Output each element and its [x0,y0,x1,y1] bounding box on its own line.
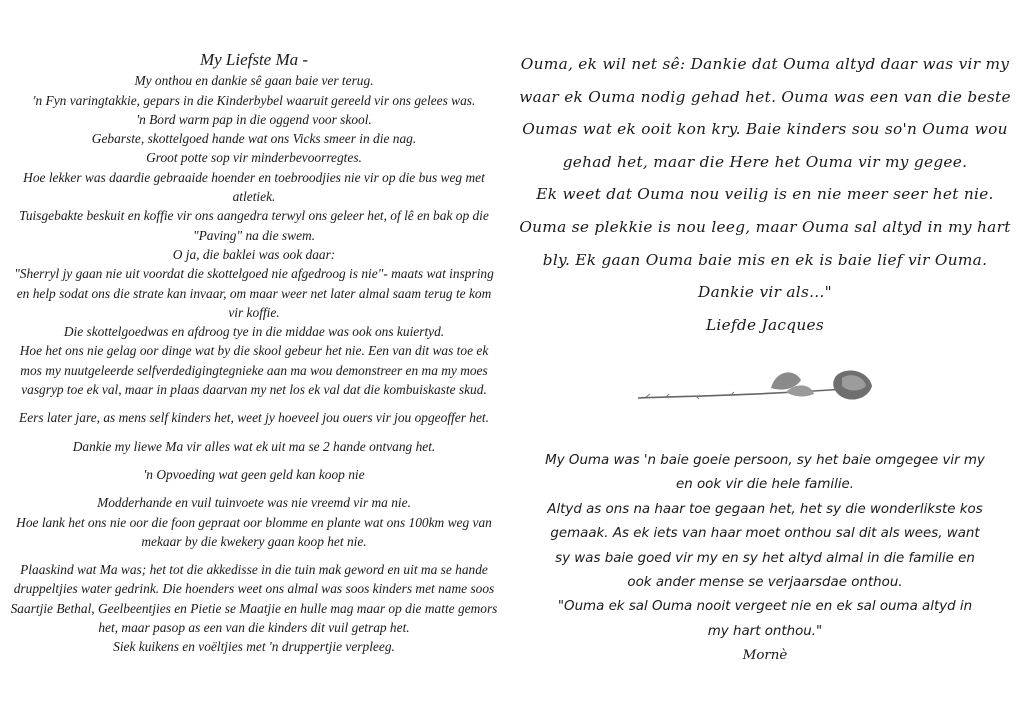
text-line: en ook vir die hele familie. [675,477,855,493]
text-line: Eers later jare, as mens self kinders het, weet jy hoeveel jou ouers vir jou opgeoffer het. [19,410,489,426]
signature-jacques: Liefde Jacques [705,315,825,334]
text-line: Ek weet dat Ouma nou veilig is en nie meer seer het nie. [536,185,994,204]
text-line: Dankie my liewe Ma vir alles wat ek uit ma se 2 hande ontvang het. [72,438,436,454]
text-line: my hart onthou." [707,623,823,639]
text-line: gehad het, maar die Here het Ouma vir my gegee. [562,152,968,171]
text-line: My Ouma was 'n baie goeie persoon, sy het baie omgegee vir my [545,453,985,468]
text-line: 'n Opvoeding wat geen geld kan koop nie [143,466,365,482]
text-line: Ouma se plekkie is nou leeg, maar Ouma sal altyd in my hart [519,217,1011,236]
text-line: Gebarste, skottelgoed hande wat ons Vicks smeer in die nag. [91,131,417,147]
page-title: My Liefste Ma - [199,50,309,69]
text-line: O ja, die baklei was ook daar: [172,246,336,262]
text-line: ook ander mense se verjaarsdae onthou. [627,575,903,591]
text-line: Siek kuikens en voëltjies met 'n druppertjie verpleeg. [113,639,395,655]
jacques-tribute [515,48,1015,341]
text-line: Hoe het ons nie gelag oor dinge wat by die skool gebeur het nie. Een van dit was toe ek mos my nuutgeleerde selfverdedigingtegnieke aan ma wou demonstreer en ma my moes vasgryp toe ek val, maar in plaas daarvan my net los ek val dat die kombuiskaste skud. [19,343,489,398]
text-line: Hoe lank het ons nie oor die foon gepraat oor blomme en plante wat ons 100km weg van mekaar by die kwekery gaan koop het nie. [16,514,492,549]
text-line: Ouma, ek wil net sê: Dankie dat Ouma altyd daar was vir my [520,55,1010,73]
text-line: 'n Bord warm pap in die oggend voor skool. [136,111,372,127]
text-line: Plaaskind wat Ma was; het tot die akkedisse in die tuin mak geword en uit ma se hande druppeltjies water gedrink. Die hoenders weet ons almal was soos kinders met name soos Saartjie Bethal, Geelbeentjies en Pietie se Maatjie en hulle mag maar op die matte gemors het, maar pasop as een van die kinders dit vuil getrap het. [10,562,498,636]
rose-icon [636,362,876,412]
text-line: bly. Ek gaan Ouma baie mis en ek is baie lief vir Ouma. [542,250,988,269]
text-line: Hoe lekker was daardie gebraaide hoender en toebroodjies nie vir op die bus weg met atletiek. [23,169,485,205]
left-column [8,50,500,657]
morne-tribute [515,449,1015,669]
text-line: sy was baie goed vir my en sy het altyd almal in die familie en [555,550,975,566]
text-line: Altyd as ons na haar toe gegaan het, het sy die wonderlikste kos [547,501,983,517]
text-line: gemaak. As ek iets van haar moet onthou sal dit als wees, want [550,526,980,542]
text-line: Oumas wat ek ooit kon kry. Baie kinders sou so'n Ouma wou [522,120,1008,139]
text-line: 'n Fyn varingtakkie, gepars in die Kinderbybel waaruit gereeld vir ons gelees was. [32,92,476,108]
text-line: "Sherryl jy gaan nie uit voordat die skottelgoed nie afgedroog is nie"- maats wat inspring en help sodat ons die strate kan invaar, om maar weer net later almal saam terug te kom vir koffie. [14,266,494,320]
text-line: waar ek Ouma nodig gehad het. Ouma was een van die beste [519,87,1011,106]
text-line: Dankie vir als..." [698,283,832,302]
text-line: "Ouma ek sal Ouma nooit vergeet nie en ek sal ouma altyd in [557,599,973,615]
text-line: Die skottelgoedwas en afdroog tye in die middae was ook ons kuiertyd. [63,324,445,340]
text-line: Groot potte sop vir minderbevoorregtes. [146,150,362,166]
text-line: Modderhande en vuil tuinvoete was nie vreemd vir ma nie. [97,495,411,511]
signature-morne: Mornè [742,648,788,664]
text-line: Tuisgebakte beskuit en koffie vir ons aangedra terwyl ons geleer het, of lê en bak op die "Paving" na die swem. [19,208,489,243]
text-line: My onthou en dankie sê gaan baie ver terug. [134,73,374,89]
